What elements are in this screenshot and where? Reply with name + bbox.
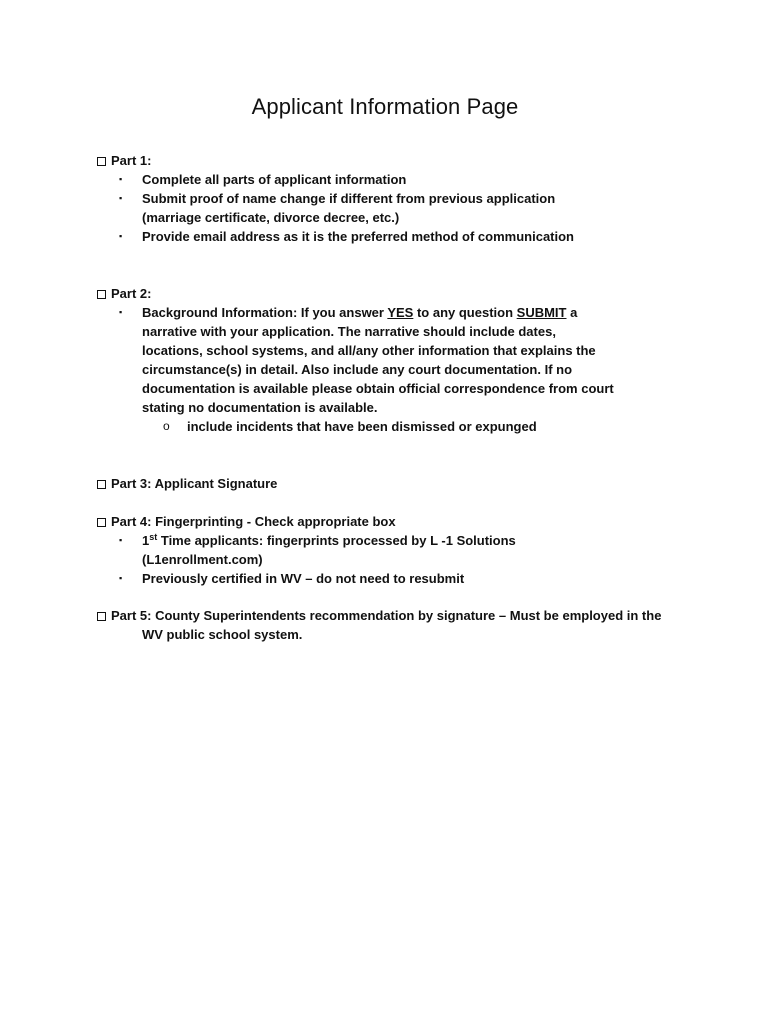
part-1-item-2: Submit proof of name change if different from previous application (142, 191, 556, 206)
part-5-heading: Part 5: County Superintendents recommendation by signature – Must be employed in the (97, 606, 661, 625)
part-4-item-2: Previously certified in WV – do not need to resubmit (142, 571, 465, 586)
bullet-icon: ▪ (119, 231, 123, 241)
part-3-heading: Part 3: Applicant Signature (97, 474, 277, 493)
part-2-background-line-5: documentation is available please obtain official correspondence from court (142, 381, 614, 396)
part-2-heading: Part 2: (97, 284, 151, 303)
part-1-item-3: Provide email address as it is the preferred method of communication (142, 229, 575, 244)
page-title: Applicant Information Page (251, 94, 519, 119)
part-1-item-2-cont: (marriage certificate, divorce decree, etc.) (142, 210, 400, 225)
bullet-icon: ▪ (119, 193, 123, 203)
part-2-background-line-4: circumstance(s) in detail. Also include any court documentation. If no (142, 362, 573, 377)
checkbox-icon[interactable] (97, 518, 106, 527)
bullet-icon: ▪ (119, 307, 123, 317)
submit-emphasis: SUBMIT (516, 305, 567, 320)
part-4-heading: Part 4: Fingerprinting - Check appropriate box (97, 512, 396, 531)
checkbox-icon[interactable] (97, 290, 106, 299)
part-2-background-line-1: Background Information: If you answer YES to any question SUBMIT a (142, 305, 578, 320)
part-2-sub-item: include incidents that have been dismissed or expunged (187, 419, 537, 434)
bullet-icon: ▪ (119, 535, 123, 545)
checkbox-icon[interactable] (97, 612, 106, 621)
part-2-background-line-6: stating no documentation is available. (142, 400, 378, 415)
bullet-icon: ▪ (119, 174, 123, 184)
part-2-background-line-3: locations, school systems, and all/any other information that explains the (142, 343, 596, 358)
part-1-item-1: Complete all parts of applicant information (142, 172, 407, 187)
part-4-item-1: 1st Time applicants: fingerprints processed by L -1 Solutions (142, 532, 516, 548)
checkbox-icon[interactable] (97, 157, 106, 166)
sub-bullet-icon: o (163, 419, 170, 433)
part-4-item-1-cont: (L1enrollment.com) (142, 552, 263, 567)
yes-emphasis: YES (387, 305, 414, 320)
part-5-line-2: WV public school system. (142, 627, 303, 642)
bullet-icon: ▪ (119, 573, 123, 583)
part-1-heading: Part 1: (97, 151, 151, 170)
part-2-background-line-2: narrative with your application. The narrative should include dates, (142, 324, 556, 339)
checkbox-icon[interactable] (97, 480, 106, 489)
